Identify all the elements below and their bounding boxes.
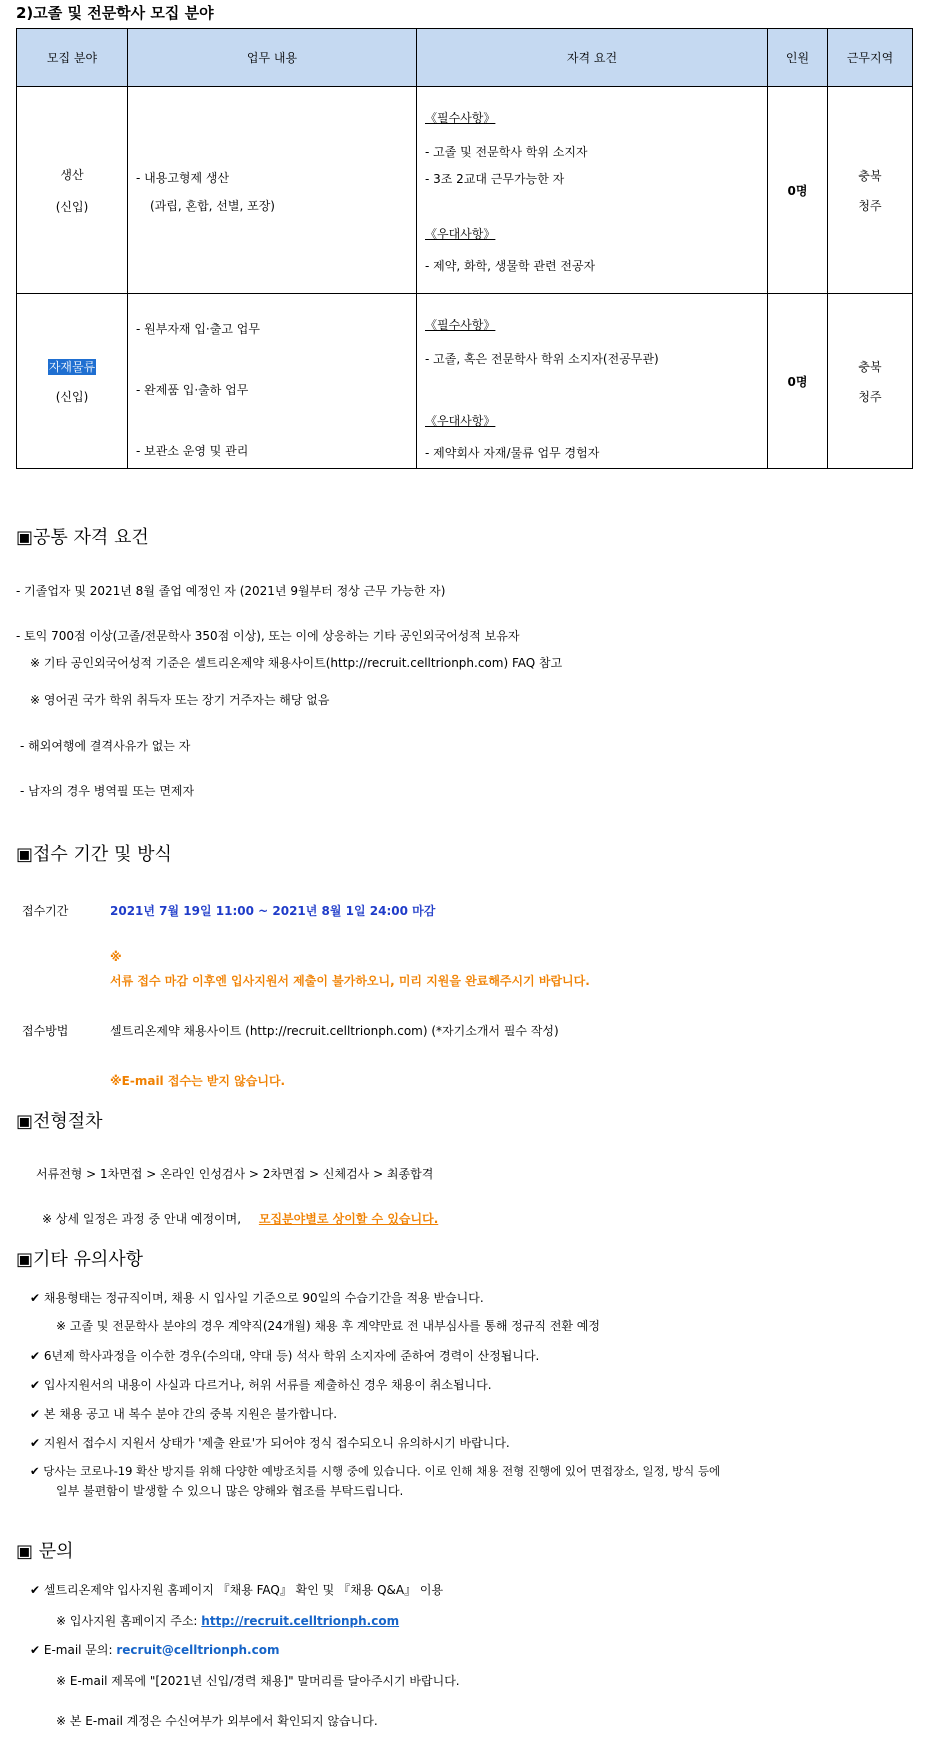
email-not-accepted-note: ※E-mail 접수는 받지 않습니다. [110, 1074, 286, 1088]
duty-line: - 내용고형제 생산 [136, 171, 230, 185]
header-headcount: 인원 [768, 29, 828, 87]
etc-item-cont: 일부 불편함이 발생할 수 있으니 많은 양해와 협조를 부탁드립니다. [56, 1484, 404, 1498]
recruit-table [16, 28, 913, 469]
apply-heading: ▣접수 기간 및 방식 [16, 844, 172, 865]
faq-line: ✔ 셀트리온제약 입사지원 홈페이지 『채용 FAQ』 확인 및 『채용 Q&A』 이용 [30, 1583, 444, 1597]
homepage-link[interactable]: http://recruit.celltrionph.com [201, 1614, 400, 1628]
field-cell [17, 294, 128, 469]
duty-line: - 원부자재 입·출고 업무 [136, 322, 260, 336]
deadline-note: 서류 접수 마감 이후엔 입사지원서 제출이 불가하오니, 미리 지원을 완료해주시기 바랍니다. [110, 974, 590, 988]
region-cell [828, 87, 913, 294]
page-title: 2)고졸 및 전문학사 모집 분야 [16, 4, 214, 22]
method-value: 셀트리온제약 채용사이트 (http://recruit.celltrionph.com) (*자기소개서 필수 작성) [110, 1024, 559, 1038]
email-prefix: ✔ E-mail 문의: [30, 1643, 113, 1657]
field-cell [17, 87, 128, 294]
preferred-label: 《우대사항》 [425, 227, 496, 241]
process-note [42, 1210, 438, 1227]
header-region: 근무지역 [828, 29, 913, 87]
common-item: - 토익 700점 이상(고졸/전문학사 350점 이상), 또는 이에 상응하는 기타 공인외국어성적 보유자 [16, 629, 520, 643]
etc-item: ✔ 6년제 학사과정을 이수한 경우(수의대, 약대 등) 석사 학위 소지자에 준하여 경력이 산정됩니다. [30, 1349, 540, 1363]
qualifications-cell [417, 87, 768, 294]
required-label: 《필수사항》 [425, 318, 496, 332]
common-item: - 남자의 경우 병역필 또는 면제자 [20, 784, 195, 798]
header-qualifications: 자격 요건 [417, 29, 768, 87]
region-line: 충북 [858, 168, 882, 183]
etc-item: ✔ 본 채용 공고 내 복수 분야 간의 중복 지원은 불가합니다. [30, 1407, 338, 1421]
qualifications-cell [417, 294, 768, 469]
period-value: 2021년 7월 19일 11:00 ~ 2021년 8월 1일 24:00 마감 [110, 904, 436, 918]
common-item: - 해외여행에 결격사유가 없는 자 [20, 739, 191, 753]
homepage-prefix: ※ 입사지원 홈페이지 주소: [56, 1614, 198, 1628]
duties-cell [128, 294, 417, 469]
email-line [30, 1641, 279, 1658]
process-heading: ▣전형절차 [16, 1111, 103, 1132]
headcount-cell: 0명 [768, 87, 828, 294]
etc-item: ✔ 입사지원서의 내용이 사실과 다르거나, 허위 서류를 제출하신 경우 채용이 취소됩니다. [30, 1378, 492, 1392]
contact-heading: ▣ 문의 [16, 1541, 74, 1562]
note-mark: ※ [110, 950, 122, 964]
region-cell [828, 294, 913, 469]
etc-note: ※ 고졸 및 전문학사 분야의 경우 계약직(24개월) 채용 후 계약만료 전 내부심사를 통해 정규직 전환 예정 [56, 1319, 600, 1333]
field-sub: (신입) [55, 389, 89, 404]
process-steps: 서류전형 > 1차면접 > 온라인 인성검사 > 2차면접 > 신체검사 > 최종합격 [36, 1167, 434, 1181]
region-line: 충북 [858, 359, 882, 374]
process-note-highlight: 모집분야별로 상이할 수 있습니다. [258, 1212, 439, 1226]
field-name: 생산 [60, 167, 84, 182]
required-item: - 3조 2교대 근무가능한 자 [425, 172, 565, 186]
header-duties: 업무 내용 [128, 29, 417, 87]
common-heading: ▣공통 자격 요건 [16, 527, 149, 548]
required-item: - 고졸, 혹은 전문학사 학위 소지자(전공무관) [425, 352, 659, 366]
duty-line: (과립, 혼합, 선별, 포장) [150, 199, 275, 213]
headcount-cell: 0명 [768, 294, 828, 469]
preferred-item: - 제약, 화학, 생물학 관련 전공자 [425, 259, 596, 273]
homepage-line [56, 1612, 399, 1629]
common-note: ※ 영어권 국가 학위 취득자 또는 장기 거주자는 해당 없음 [30, 693, 330, 707]
email-note: ※ E-mail 제목에 "[2021년 신입/경력 채용]" 말머리를 달아주시기 바랍니다. [56, 1674, 460, 1688]
etc-item: ✔ 당사는 코로나-19 확산 방지를 위해 다양한 예방조치를 시행 중에 있습니다. 이로 인해 채용 전형 진행에 있어 면접장소, 일정, 방식 등에 [30, 1464, 721, 1478]
etc-item: ✔ 지원서 접수시 지원서 상태가 '제출 완료'가 되어야 정식 접수되오니 유의하시기 바랍니다. [30, 1436, 510, 1450]
region-line: 청주 [858, 389, 882, 404]
region-line: 청주 [858, 198, 882, 213]
duty-line: - 보관소 운영 및 관리 [136, 444, 249, 458]
email-link[interactable]: recruit@celltrionph.com [116, 1643, 280, 1657]
field-sub: (신입) [55, 199, 89, 214]
table-row [17, 294, 913, 469]
table-row [17, 87, 913, 294]
required-label: 《필수사항》 [425, 111, 496, 125]
process-note-prefix: ※ 상세 일정은 과정 중 안내 예정이며, [42, 1212, 242, 1226]
table-header-row [17, 29, 913, 87]
required-item: - 고졸 및 전문학사 학위 소지자 [425, 145, 588, 159]
email-note: ※ 본 E-mail 계정은 수신여부가 외부에서 확인되지 않습니다. [56, 1714, 378, 1728]
header-field: 모집 분야 [17, 29, 128, 87]
field-name: 자재물류 [48, 359, 96, 374]
duties-cell [128, 87, 417, 294]
preferred-label: 《우대사항》 [425, 414, 496, 428]
duty-line: - 완제품 입·출하 업무 [136, 383, 249, 397]
etc-item: ✔ 채용형태는 정규직이며, 채용 시 입사일 기준으로 90일의 수습기간을 적용 받습니다. [30, 1291, 484, 1305]
common-item: - 기졸업자 및 2021년 8월 졸업 예정인 자 (2021년 9월부터 정상 근무 가능한 자) [16, 584, 446, 598]
period-label: 접수기간 [22, 904, 69, 918]
common-note: ※ 기타 공인외국어성적 기준은 셀트리온제약 채용사이트(http://recruit.celltrionph.com) FAQ 참고 [30, 656, 563, 670]
etc-heading: ▣기타 유의사항 [16, 1249, 144, 1270]
method-label: 접수방법 [22, 1024, 69, 1038]
preferred-item: - 제약회사 자재/물류 업무 경험자 [425, 446, 600, 460]
